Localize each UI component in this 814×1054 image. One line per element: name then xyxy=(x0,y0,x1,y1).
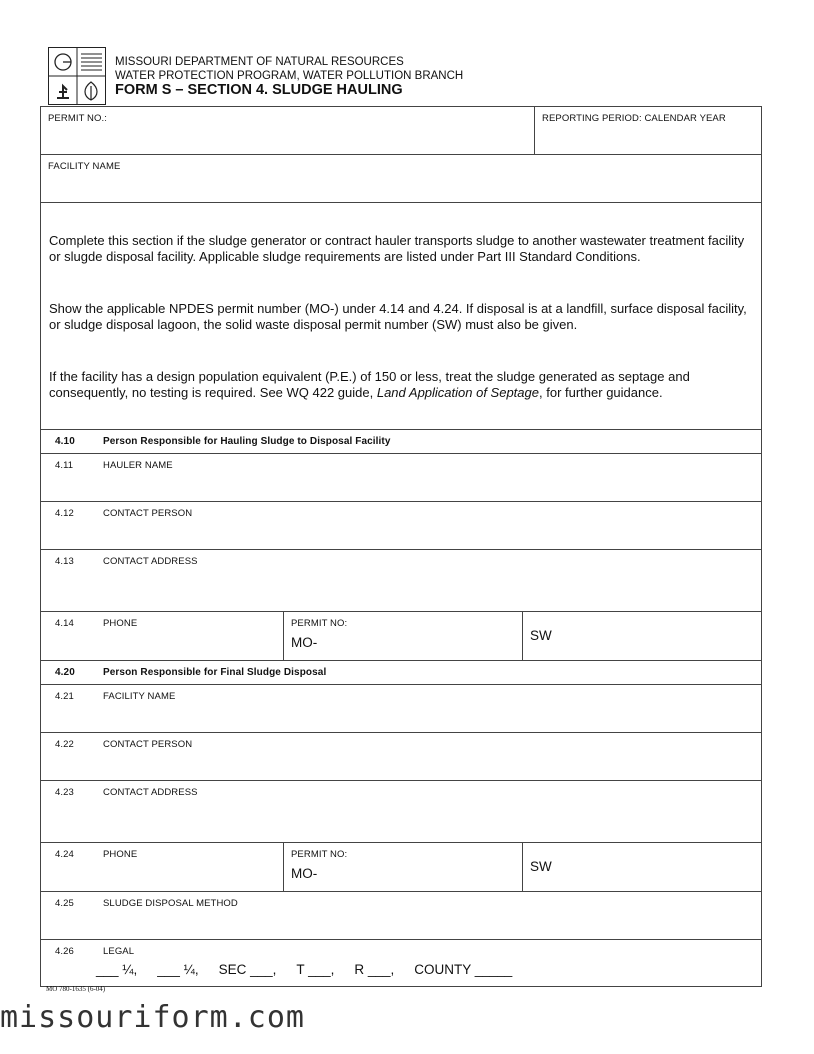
site-watermark: missouriform.com xyxy=(0,1000,305,1035)
hauler-mo-permit-field[interactable]: PERMIT NO: MO- xyxy=(284,612,523,661)
sw-prefix: SW xyxy=(530,628,552,643)
facility-name-field[interactable] xyxy=(41,155,762,203)
form-number: MO 780-1635 (6-04) xyxy=(46,985,106,993)
disposal-facility-name-field[interactable]: 4.21 FACILITY NAME xyxy=(41,685,762,733)
instruction-3: If the facility has a design population equivalent (P.E.) of 150 or less, treat the sludge generated as septage and consequently, no testing is required. See WQ 422 guide, Land Application of Septage, for further guidance. xyxy=(49,369,690,400)
disposal-phone-field[interactable]: 4.24 PHONE xyxy=(41,843,284,892)
mo-prefix: MO- xyxy=(291,866,318,881)
hauler-contact-address-field[interactable]: 4.13 CONTACT ADDRESS xyxy=(41,550,762,612)
disposal-mo-permit-field[interactable]: PERMIT NO: MO- xyxy=(284,843,523,892)
legal-description-field[interactable]: 4.26 LEGAL ___ ¼, ___ ¼, SEC ___, T ___, R ___, COUNTY _____ xyxy=(41,940,762,987)
reporting-period-field[interactable] xyxy=(535,107,762,155)
instructions xyxy=(41,203,762,430)
disposal-sw-permit-field[interactable] xyxy=(523,843,762,892)
disposal-contact-person-field[interactable]: 4.22 CONTACT PERSON xyxy=(41,733,762,781)
permit-no-field[interactable] xyxy=(41,107,535,155)
sw-prefix: SW xyxy=(530,859,552,874)
section-420-header: 4.20 Person Responsible for Final Sludge Disposal xyxy=(41,661,762,685)
instruction-1: Complete this section if the sludge generator or contract hauler transports sludge to another wastewater treatment facility or slugde disposal facility. Applicable sludge requirements are listed under Part III Standard Conditions. xyxy=(49,233,745,264)
facility-name-label: FACILITY NAME xyxy=(48,161,121,172)
agency-name: MISSOURI DEPARTMENT OF NATURAL RESOURCES xyxy=(115,56,404,68)
hauler-name-field[interactable]: 4.11 HAULER NAME xyxy=(41,454,762,502)
hauler-name-label: HAULER NAME xyxy=(103,460,173,471)
instruction-2: Show the applicable NPDES permit number (MO-) under 4.14 and 4.24. If disposal is at a landfill, surface disposal facility, or sludge disposal lagoon, the solid waste disposal permit number (SW) must also be given. xyxy=(49,301,747,332)
dnr-logo xyxy=(48,47,106,105)
sludge-disposal-method-field[interactable]: 4.25 SLUDGE DISPOSAL METHOD xyxy=(41,892,762,940)
permit-no-label: PERMIT NO.: xyxy=(48,113,107,124)
program-name: WATER PROTECTION PROGRAM, WATER POLLUTION BRANCH xyxy=(115,70,464,82)
hauler-sw-permit-field[interactable] xyxy=(523,612,762,661)
form-title: FORM S – SECTION 4. SLUDGE HAULING xyxy=(115,82,403,98)
hauler-contact-person-field[interactable]: 4.12 CONTACT PERSON xyxy=(41,502,762,550)
reporting-period-label: REPORTING PERIOD: CALENDAR YEAR xyxy=(542,113,726,124)
legal-location-line: ___ ¼, ___ ¼, SEC ___, T ___, R ___, COUNTY _____ xyxy=(96,962,513,977)
hauler-phone-field[interactable]: 4.14 PHONE xyxy=(41,612,284,661)
disposal-contact-address-field[interactable]: 4.23 CONTACT ADDRESS xyxy=(41,781,762,843)
sludge-hauling-form xyxy=(40,106,762,987)
mo-prefix: MO- xyxy=(291,635,318,650)
section-410-header: 4.10 Person Responsible for Hauling Sludge to Disposal Facility xyxy=(41,430,762,454)
